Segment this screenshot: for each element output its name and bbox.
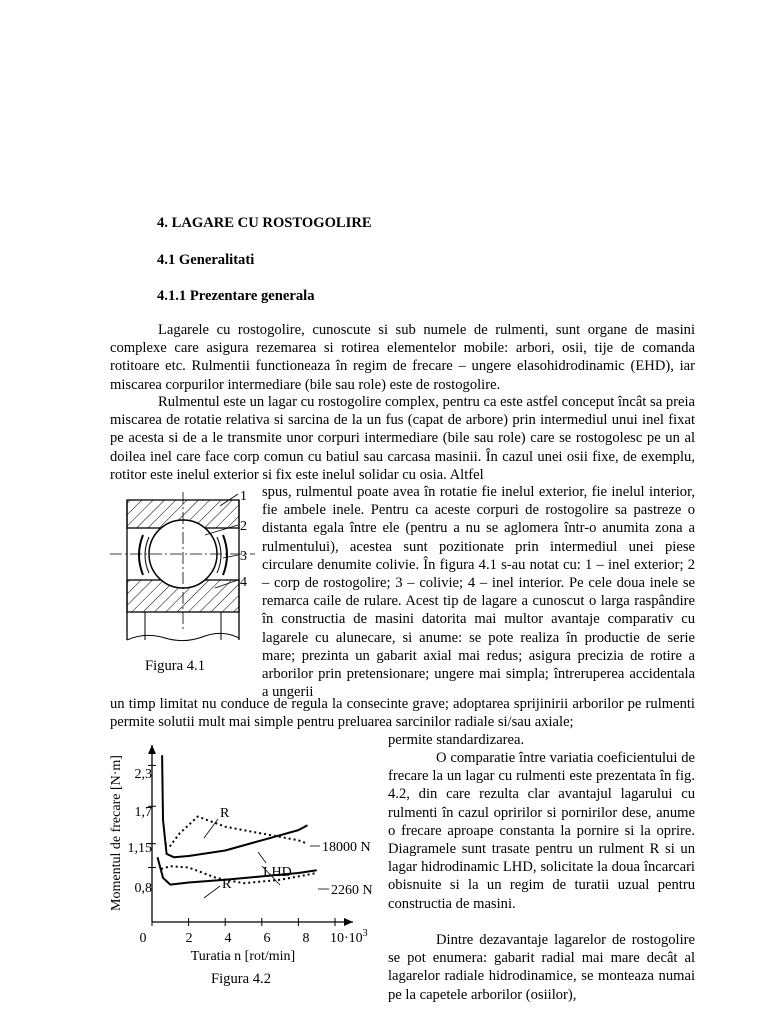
y-tick-label: 2,3 xyxy=(134,767,152,782)
x-axis-arrow xyxy=(344,918,353,926)
label-1: 1 xyxy=(240,489,247,504)
series-line-3 xyxy=(161,866,317,883)
paragraph-2-full: un timp limitat nu conduce de regula la consecinte grave; adoptarea sprijinirii arborilor pe rulmenti permite solutii mult mai simple pentru preluarea sarcinilor radiale si/sau axiale; xyxy=(110,696,695,731)
chart-y-label: Momentul de frecare [N·m] xyxy=(109,755,124,911)
label-2: 2 xyxy=(240,519,247,534)
label-load-high: 18000 N xyxy=(322,840,371,855)
y-tick-label: 1,7 xyxy=(134,805,152,820)
bearing-figure xyxy=(105,480,263,680)
figure-1-caption: Figura 4.1 xyxy=(145,658,205,674)
paragraph-4: Dintre dezavantaje lagarelor de rostogolire se pot enumera: gabarit radial mai mare decât al lagarelor radiale hidrodinamice, se monteaza numai pe la capetele arborilor (osiilor), xyxy=(388,932,695,1003)
chart-x-label: Turatia n [rot/min] xyxy=(190,949,296,964)
label-lhd: LHD xyxy=(263,865,292,880)
x-tick-label: 6 xyxy=(263,931,271,946)
paragraph-2: Rulmentul este un lagar cu rostogolire complex, pentru ca este astfel conceput încât sa preia miscarea de rotatie relativa si sarcina de la un fus (capat de arbore) prin intermediul unui inel fixat pe acesta si de a le transmite unor corpuri intermediare (bile sau role) care se rostogolesc pe un al doilea inel care face corp comun cu batiul sau carcasa masinii. În cazul unei osii fixe, de exemplu, rotitor este inelul exterior si fix este inelul solidar cu osia. Altfel xyxy=(110,394,695,483)
y-axis-arrow xyxy=(148,745,156,754)
leader-lhd xyxy=(258,852,266,863)
leader-r-lower xyxy=(204,886,220,898)
paragraph-3: O comparatie între variatia coeficientului de frecare la un lagar cu rulmenti este prezentata în fig. 4.2, din care rezulta clar avantajul lagarului cu rulmenti în cazul opririlor si pornirilor dese, anume o frecare aproape constanta la pornire si la oprire. Diagramele sunt trasate pentru un rulment R si un lagar hidrodinamic LHD, solicitate la doua încarcari obisnuite si la un regim de turatii uzual pentru constructia de masini. xyxy=(388,750,695,912)
x-tick-label: 8 xyxy=(302,931,310,946)
x-tick-label: 4 xyxy=(224,931,232,946)
y-tick-label: 0,8 xyxy=(134,881,152,896)
series-line-4 xyxy=(158,857,317,884)
label-3: 3 xyxy=(240,549,247,564)
paragraph-2-end: permite standardizarea. xyxy=(388,732,525,748)
figure-2-caption: Figura 4.2 xyxy=(211,971,271,987)
y-tick-label: 1,15 xyxy=(127,841,152,856)
label-r-lower: R xyxy=(222,877,232,892)
series-line-1 xyxy=(165,817,308,846)
x-tick-label: 2 xyxy=(185,931,193,946)
label-load-low: 2260 N xyxy=(331,883,373,898)
cage xyxy=(139,535,143,575)
label-r-upper: R xyxy=(220,806,230,821)
label-4: 4 xyxy=(240,575,247,590)
series-line-2 xyxy=(162,755,307,857)
paragraph-1: Lagarele cu rostogolire, cunoscute si sub numele de rulmenti, sunt organe de masini complexe care asigura rezemarea si rotirea elementelor mobile: arbori, osii, tije de comanda rotitoare etc. Rulmentii functioneaza în regim de frecare – ungere elasohidrodinamic (EHD), iar miscarea corpurilor intermediare (bile sau role) este de rostogolire. xyxy=(110,322,695,393)
x-tick-label: 0 xyxy=(139,931,147,946)
x-tick-label-last: $10\cdot 10^3$ xyxy=(330,928,368,946)
friction-chart xyxy=(100,735,385,970)
subsection-title: 4.1.1 Prezentare generala xyxy=(157,288,315,304)
chapter-title: 4. LAGARE CU ROSTOGOLIRE xyxy=(157,215,372,231)
paragraph-2-wrap: spus, rulmentul poate avea în rotatie fie inelul exterior, fie inelul interior, fie ambele inele. Pentru ca aceste corpuri de rostogolire sa pastreze o distanta egala între ele (pentru a nu se aglomera într-o anumita zona a rulmentului), acestea sunt pozitionate prin intermediul unei piese circulare denumite colivie. În figura 4.1 s-au notat cu: 1 – inel exterior; 2 – corp de rostogolire; 3 – colivie; 4 – inel interior. Pe cele doua inele se remarca caile de rulare. Acest tip de lagare a cunoscut o larga raspândire în constructia de masini datorita mai multor avantaje comparativ cu lagarele cu alunecare, si anume: se pote realiza în productie de serie mare; prezinta un gabarit axial mai redus; asigura precizia de rotire a arborilor prin pretensionare; ungere mai simpla; întreruperea accidentala a ungerii xyxy=(262,484,695,701)
section-title: 4.1 Generalitati xyxy=(157,252,255,268)
